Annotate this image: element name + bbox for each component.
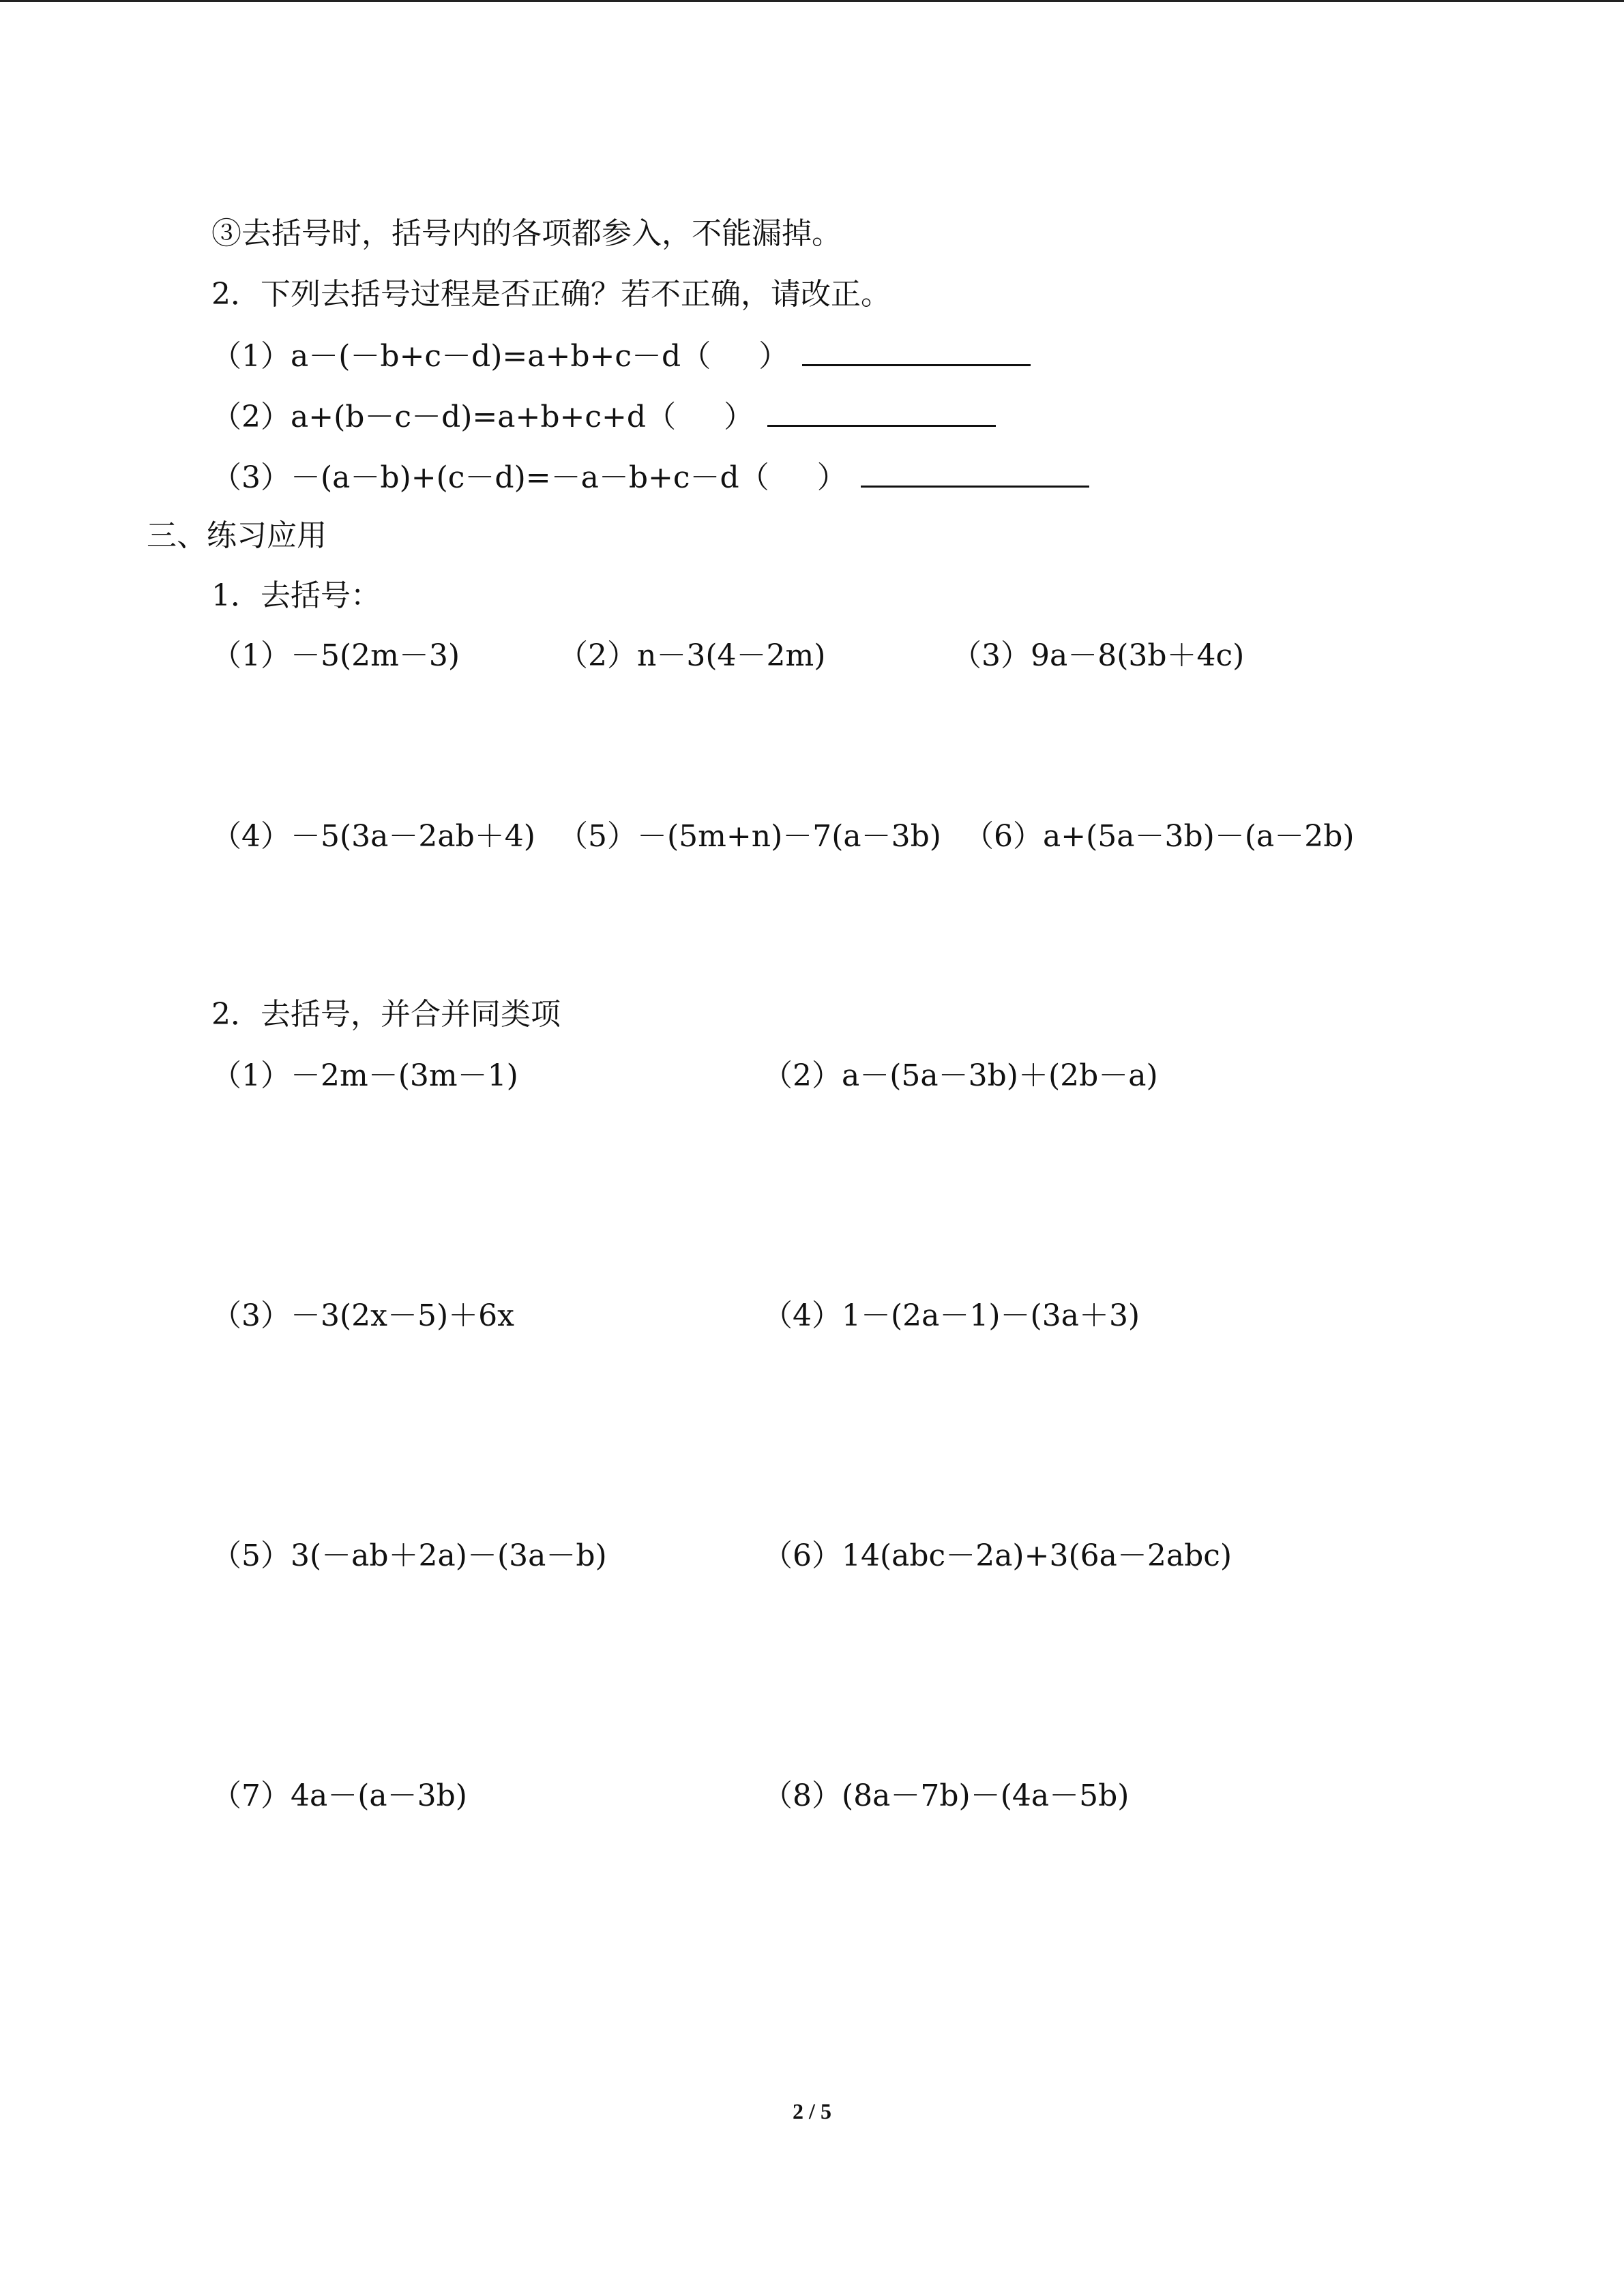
item-expr: 1－(2a－1)－(3a＋3) — [842, 1298, 1140, 1333]
part2-item-3 — [211, 1297, 514, 1335]
judge-item-expr: a+(b－c－d)=a+b+c+d — [291, 400, 647, 434]
answer-paren-open: （ — [681, 339, 711, 374]
item-num: （3） — [211, 1298, 291, 1333]
part2-item-1 — [211, 1057, 518, 1095]
item-expr: (8a－7b)－(4a－5b) — [842, 1778, 1130, 1813]
item-expr: －(5m+n)－7(a－3b) — [637, 819, 941, 854]
judge-item-expr: a－(－b+c－d)=a+b+c－d — [291, 339, 681, 374]
item-expr: 3(－ab＋2a)－(3a－b) — [291, 1538, 607, 1573]
part1-item-4 — [211, 818, 535, 856]
part2-item-2 — [763, 1057, 1158, 1095]
judge-item-2 — [211, 398, 996, 436]
correction-blank[interactable] — [861, 458, 1089, 488]
answer-paren-open: （ — [739, 460, 769, 495]
judge-item-1 — [211, 337, 1031, 376]
item-expr: 14(abc－2a)+3(6a－2abc) — [842, 1538, 1232, 1573]
q2-title: 2．下列去括号过程是否正确？若不正确，请改正。 — [211, 277, 891, 312]
item-num: （8） — [763, 1778, 842, 1813]
part2-item-7 — [211, 1777, 467, 1815]
item-expr: －5(2m－3) — [291, 638, 460, 673]
item-expr: －5(3a－2ab＋4) — [291, 819, 535, 854]
item-expr: －2m－(3m－1) — [291, 1058, 518, 1093]
item-num: （5） — [558, 819, 637, 854]
part1-item-1 — [211, 637, 460, 675]
page-top-border — [0, 0, 1624, 2]
correction-blank[interactable] — [802, 337, 1031, 366]
item-expr: n－3(4－2m) — [637, 638, 826, 673]
answer-paren-open: （ — [646, 400, 677, 434]
item-num: （1） — [211, 638, 291, 673]
part2-item-5 — [211, 1537, 607, 1575]
item-expr: a－(5a－3b)＋(2b－a) — [842, 1058, 1158, 1093]
answer-paren-close: ） — [816, 460, 847, 495]
note-3: ③去括号时，括号内的各项都参入，不能漏掉。 — [211, 216, 842, 251]
item-num: （6） — [964, 819, 1043, 854]
judge-item-num: （2） — [211, 400, 291, 434]
part1-item-5 — [558, 818, 941, 856]
item-expr: 9a－8(3b＋4c) — [1031, 638, 1245, 673]
item-expr: －3(2x－5)＋6x — [291, 1298, 514, 1333]
item-num: （3） — [951, 638, 1031, 673]
judge-item-num: （3） — [211, 460, 291, 495]
correction-blank[interactable] — [767, 398, 996, 427]
item-num: （2） — [558, 638, 637, 673]
part2-title: 2．去括号，并合并同类项 — [211, 997, 561, 1032]
part1-item-3 — [951, 637, 1244, 675]
item-num: （5） — [211, 1538, 291, 1573]
page-number: 2 / 5 — [793, 2099, 831, 2123]
judge-item-3 — [211, 458, 1089, 497]
part1-item-6 — [964, 818, 1355, 856]
item-expr: a+(5a－3b)－(a－2b) — [1043, 819, 1355, 854]
answer-paren-close: ） — [758, 339, 789, 374]
item-num: （7） — [211, 1778, 291, 1813]
answer-paren-close: ） — [724, 400, 754, 434]
item-num: （4） — [211, 819, 291, 854]
item-expr: 4a－(a－3b) — [291, 1778, 467, 1813]
part2-item-4 — [763, 1297, 1140, 1335]
section-heading: 三、练习应用 — [147, 518, 327, 553]
judge-item-num: （1） — [211, 339, 291, 374]
item-num: （6） — [763, 1538, 842, 1573]
item-num: （2） — [763, 1058, 842, 1093]
part1-item-2 — [558, 637, 825, 675]
item-num: （4） — [763, 1298, 842, 1333]
part2-item-8 — [763, 1777, 1129, 1815]
judge-item-expr: －(a－b)+(c－d)=－a－b+c－d — [291, 460, 739, 495]
item-num: （1） — [211, 1058, 291, 1093]
part2-item-6 — [763, 1537, 1232, 1575]
part1-title: 1．去括号： — [211, 578, 381, 613]
